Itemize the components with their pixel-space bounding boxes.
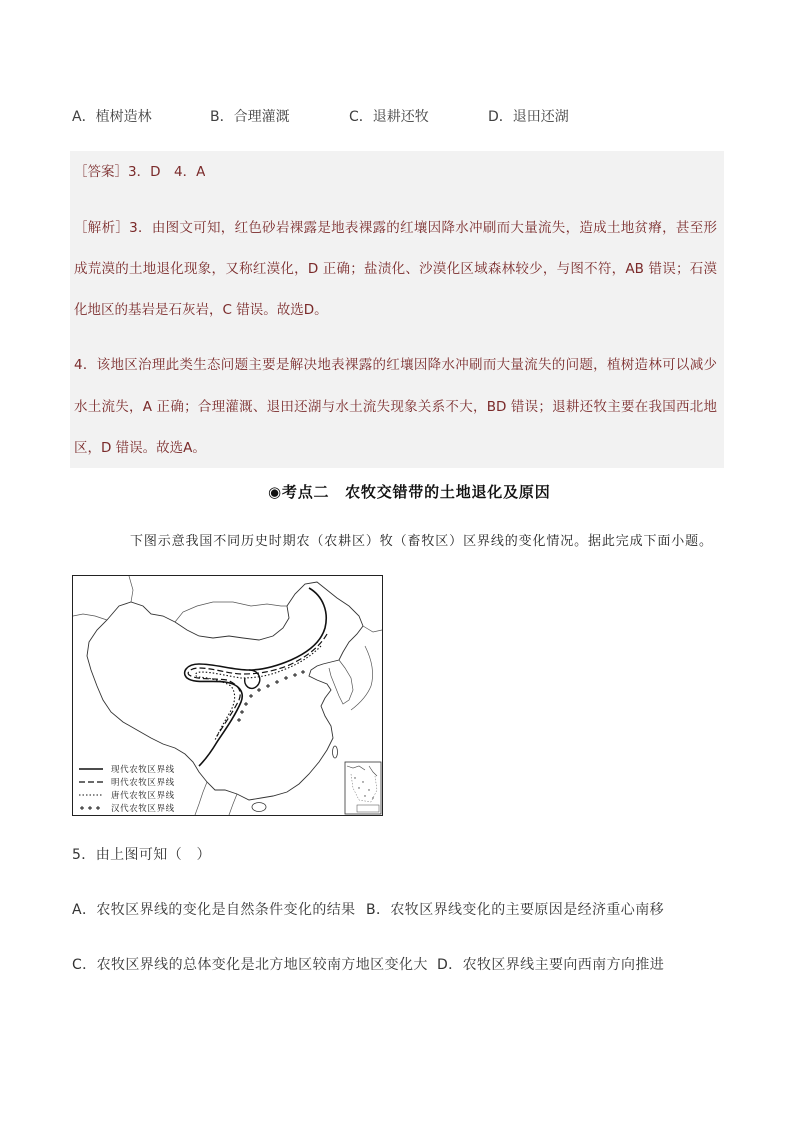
mongolia-border <box>175 602 287 622</box>
kazakhstan-border <box>73 614 107 620</box>
han-boundary-mark <box>237 718 241 722</box>
analysis-line: 水土流失，A 正确；合理灌溉、退田还湖与水土流失现象关系不大，BD 错误；退耕还牧主要在我国西北地 <box>74 399 717 415</box>
han-boundary-mark <box>284 676 288 680</box>
question-5-option-c: C．农牧区界线的总体变化是北方地区较南方地区变化大 <box>72 957 428 973</box>
analysis-line: 成荒漠的土地退化现象，又称红漠化，D 正确；盐渍化、沙漠化区域森林较少，与图不符，AB 错误；石漠 <box>74 261 717 277</box>
legend-label-modern: 现代农牧区界线 <box>111 765 175 775</box>
south-china-sea-inset <box>345 762 381 814</box>
prev-option-a: A．植树造林 <box>72 109 152 125</box>
analysis-line: 4．该地区治理此类生态问题主要是解决地表裸露的红壤因降水冲刷而大量流失的问题，植树造林可以减少 <box>74 357 717 373</box>
legend-label-tang: 唐代农牧区界线 <box>111 791 175 801</box>
section-title: ◉考点二 农牧交错带的土地退化及原因 <box>268 483 551 501</box>
han-boundary-mark <box>275 680 279 684</box>
map-svg <box>73 576 382 815</box>
answer-line: ［答案］3．D 4．A <box>74 164 206 180</box>
prev-option-b: B．合理灌溉 <box>210 109 290 125</box>
han-boundary-mark <box>249 694 253 698</box>
vietnam-border <box>229 794 237 815</box>
han-boundary-mark <box>257 688 261 692</box>
figure-intro: 下图示意我国不同历史时期农（农耕区）牧（畜牧区）区界线的变化情况。据此完成下面小题。 <box>130 534 712 549</box>
legend-plus-mark <box>96 806 100 810</box>
han-boundary-mark <box>301 670 305 674</box>
inset-label-box <box>357 805 379 812</box>
legend-plus-mark <box>88 806 92 810</box>
prev-option-d: D．退田还湖 <box>488 109 569 125</box>
question-5-option-d: D．农牧区界线主要向西南方向推进 <box>437 957 665 973</box>
taiwan-island <box>333 746 338 758</box>
russia-border-west <box>129 576 133 602</box>
map-legend <box>79 764 175 814</box>
han-boundary-line <box>237 670 305 722</box>
analysis-line: 区，D 错误。故选A。 <box>74 440 206 456</box>
laos-myanmar-border <box>195 782 207 815</box>
han-boundary-mark <box>293 673 297 677</box>
map-figure <box>72 575 383 816</box>
han-boundary-mark <box>244 702 248 706</box>
legend-plus-marks-icon <box>80 806 100 810</box>
analysis-line: ［解析］3．由图文可知，红色砂岩裸露是地表裸露的红壤因降水冲刷而大量流失，造成土地贫瘠，甚至形 <box>74 220 717 236</box>
tang-boundary-line <box>195 646 321 740</box>
russia-border-east <box>363 626 382 632</box>
hainan-island <box>252 803 266 812</box>
legend-label-han: 汉代农牧区界线 <box>111 804 175 814</box>
han-boundary-mark <box>240 710 244 714</box>
korea-peninsula <box>329 660 353 704</box>
question-5-stem: 5．由上图可知（ ） <box>72 847 211 863</box>
japan-islands <box>351 646 373 710</box>
analysis-line: 化地区的基岩是石灰岩，C 错误。故选D。 <box>74 302 328 318</box>
question-5-option-a: A．农牧区界线的变化是自然条件变化的结果 <box>72 902 356 918</box>
prev-option-c: C．退耕还牧 <box>349 109 429 125</box>
legend-plus-mark <box>80 806 84 810</box>
legend-label-ming: 明代农牧区界线 <box>111 778 175 788</box>
han-boundary-mark <box>266 684 270 688</box>
question-5-option-b: B．农牧区界线变化的主要原因是经济重心南移 <box>366 902 665 918</box>
answer-box <box>70 151 724 468</box>
